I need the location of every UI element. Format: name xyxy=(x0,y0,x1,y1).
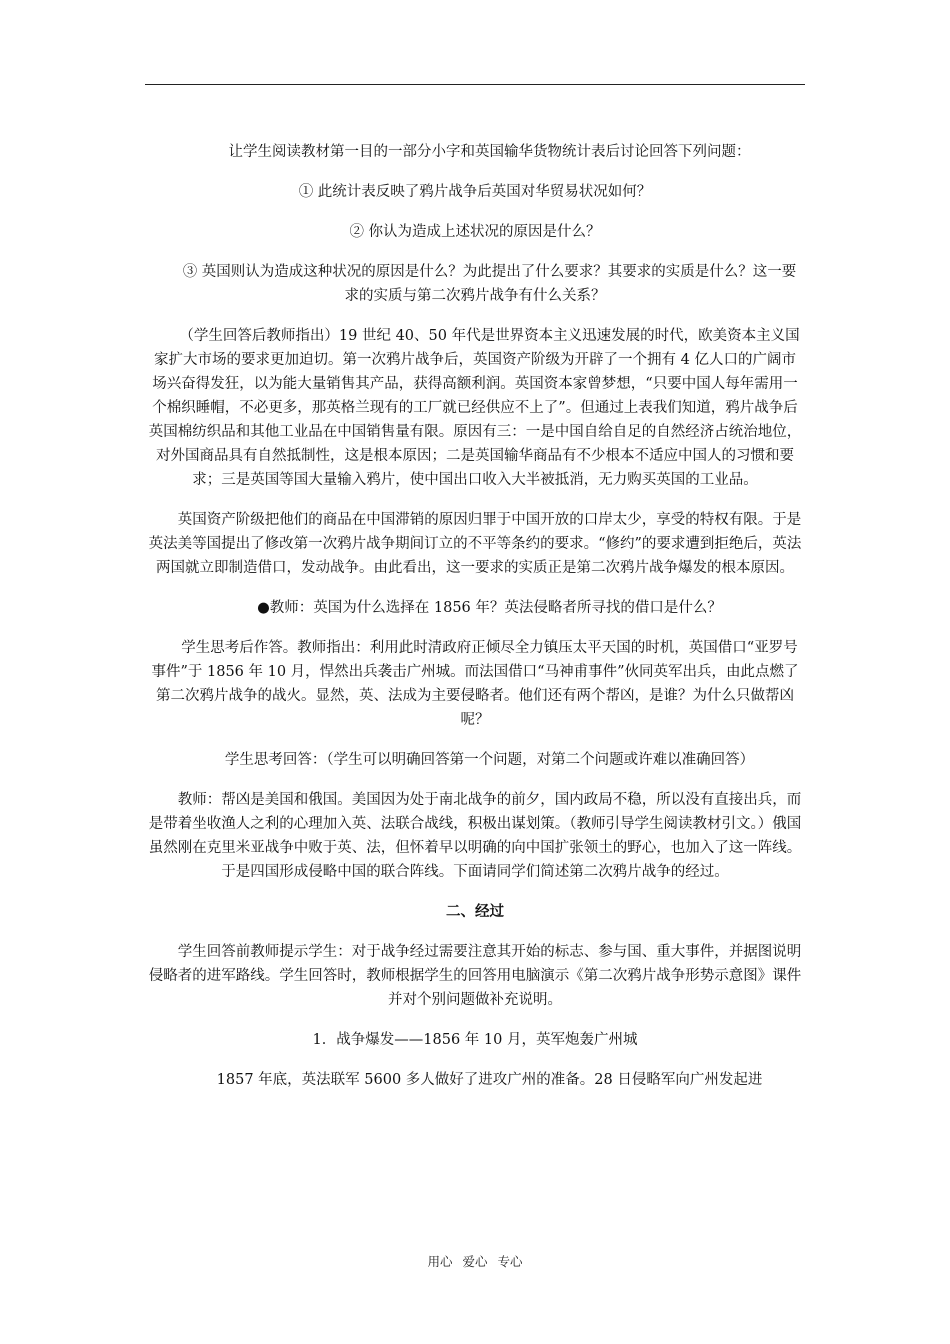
accomplices-paragraph: 教师：帮凶是美国和俄国。美国因为处于南北战争的前夕，国内政局不稳，所以没有直接出兵，而是带着坐收渔人之利的心理加入英、法联合战线，积极出谋划策。（教师引导学生阅读教材引文。）俄国虽然刚在克里米亚战争中败于英、法，但怀着早以明确的向中国扩张领土的野心，也加入了这一阵线。于是四国形成侵略中国的联合阵线。下面请同学们简述第二次鸦片战争的经过。 xyxy=(148,792,802,880)
student-thinking-paragraph: 学生思考回答：（学生可以明确回答第一个问题，对第二个问题或许难以准确回答） xyxy=(224,752,755,768)
intro-paragraph: 让学生阅读教材第一目的一部分小字和英国输华货物统计表后讨论回答下列问题： xyxy=(228,144,751,160)
document-body xyxy=(147,140,803,1108)
section-heading: 二、经过 xyxy=(446,903,504,920)
process-hint-paragraph: 学生回答前教师提示学生：对于战争经过需要注意其开始的标志、参与国、重大事件，并据图说明侵略者的进军路线。学生回答时，教师根据学生的回答用电脑演示《第二次鸦片战争形势示意图》课件并对个别问题做补充说明。 xyxy=(148,944,802,1008)
teacher-explanation-paragraph: （学生回答后教师指出）19 世纪 40、50 年代是世界资本主义迅速发展的时代，欧美资本主义国家扩大市场的要求更加迫切。第一次鸦片战争后，英国资产阶级为开辟了一个拥有 4 亿人口的广阔市场兴奋得发狂，以为能大量销售其产品，获得高额利润。英国资本家曾梦想，“只要中国人每年需用一个棉织睡帽，不必更多，那英格兰现有的工厂就已经供应不上了”。但通过上表我们知道，鸦片战争后英国棉纺织品和其他工业品在中国销售量有限。原因有三：一是中国自给自足的自然经济占统治地位，对外国商品具有自然抵制性，这是根本原因；二是英国输华商品有不少根本不适应中国人的习惯和要求；三是英国等国大量输入鸦片，使中国出口收入大半被抵消，无力购买英国的工业品。 xyxy=(148,328,802,488)
revision-demand-paragraph: 英国资产阶级把他们的商品在中国滞销的原因归罪于中国开放的口岸太少，享受的特权有限。于是英法美等国提出了修改第一次鸦片战争期间订立的不平等条约的要求。“修约”的要求遭到拒绝后，英法两国就立即制造借口，发动战争。由此看出，这一要求的实质正是第二次鸦片战争爆发的根本原因。 xyxy=(148,512,802,576)
question-2: ② 你认为造成上述状况的原因是什么？ xyxy=(349,224,601,240)
question-1: ① 此统计表反映了鸦片战争后英国对华贸易状况如何？ xyxy=(298,184,652,200)
teacher-question: ●教师：英国为什么选择在 1856 年？英法侵略者所寻找的借口是什么？ xyxy=(257,600,722,616)
page-footer: 用心 爱心 专心 xyxy=(427,1254,523,1269)
student-answer-paragraph: 学生思考后作答。教师指出：利用此时清政府正倾尽全力镇压太平天国的时机，英国借口“亚罗号事件”于 1856 年 10 月，悍然出兵袭击广州城。而法国借口“马神甫事件”伙同英军出兵，由此点燃了第二次鸦片战争的战火。显然，英、法成为主要侵略者。他们还有两个帮凶，是谁？为什么只做帮凶呢？ xyxy=(151,640,799,728)
header-rule xyxy=(145,84,805,85)
war-outbreak-subheading: 1．战争爆发——1856 年 10 月，英军炮轰广州城 xyxy=(312,1032,638,1048)
canton-attack-paragraph: 1857 年底，英法联军 5600 多人做好了进攻广州的准备。28 日侵略军向广州发起进 xyxy=(216,1072,763,1088)
question-3: ③ 英国则认为造成这种状况的原因是什么？为此提出了什么要求？其要求的实质是什么？这一要求的实质与第二次鸦片战争有什么关系？ xyxy=(182,264,797,304)
